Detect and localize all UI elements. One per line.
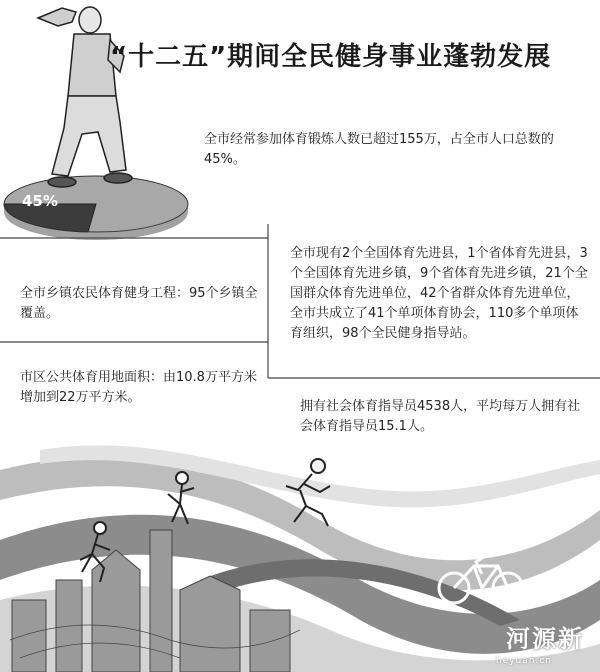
rural-fitness-text: 全市乡镇农民体育健身工程：95个乡镇全覆盖。 [20, 286, 258, 321]
advanced-units-text: 全市现有2个全国体育先进县，1个省体育先进县，3个全国体育先进乡镇，9个省体育先进乡镇，21个全国群众体育先进单位，42个省群众体育先进单位，全市共成立了41个单项体育协会，110多个单项体育组织，98个全民健身指导站。 [290, 246, 588, 341]
cyclist-icon [436, 540, 528, 606]
page-title: “十二五”期间全民健身事业蓬勃发展 [110, 42, 552, 72]
sports-area-text: 市区公共体育用地面积：由10.8万平方米增加到22万平方米。 [20, 370, 257, 405]
athlete-left-icon [70, 520, 140, 584]
instructors-text: 拥有社会体育指导员4538人，平均每万人拥有社会体育指导员15.1人。 [300, 399, 581, 434]
pie-percent-label: 45% [22, 192, 58, 210]
tai-chi-figure-icon [28, 0, 148, 196]
runner-icon [268, 456, 340, 528]
watermark-subtext: heyuan.cn [495, 656, 552, 666]
athlete-jump-icon [160, 470, 200, 530]
watermark-text: 河源新 [506, 625, 584, 653]
exercise-stat-text: 全市经常参加体育锻炼人数已超过155万，占全市人口总数的45%。 [204, 132, 554, 167]
city-skyline-icon [0, 510, 300, 672]
